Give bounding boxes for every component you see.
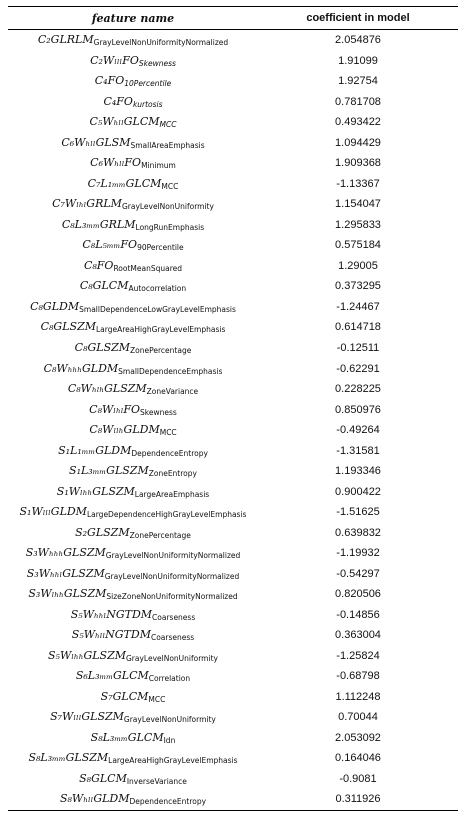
feature-base-name: C₇L₁ₘₘGLCM <box>87 176 162 190</box>
feature-base-name: S₃WₕₕₗGLSZM <box>26 566 105 580</box>
feature-subscript: ZonePercentage <box>129 530 191 540</box>
table-row <box>8 235 458 256</box>
feature-subscript: GrayLevelNonUniformityNormalized <box>105 551 241 561</box>
feature-base-name: C₈GLDM <box>30 299 80 313</box>
feature-name-cell <box>8 792 258 806</box>
feature-base-name: S₁WₗₕₕGLSZM <box>56 484 135 498</box>
coefficient-cell: -1.51625 <box>336 506 380 519</box>
table-row <box>8 748 458 769</box>
feature-name-cell <box>8 362 258 376</box>
feature-name-cell <box>8 238 258 252</box>
feature-name-cell <box>8 95 258 109</box>
table-row <box>8 153 458 174</box>
table-row <box>8 728 458 749</box>
coefficient-cell: -1.13367 <box>336 177 380 190</box>
feature-subscript: LargeDependenceHighGrayLevelEmphasis <box>86 510 247 520</box>
feature-subscript: InverseVariance <box>126 776 187 786</box>
feature-base-name: C₆WₕₗₗFO <box>90 156 142 170</box>
coefficient-cell: 0.493422 <box>335 116 381 129</box>
coefficient-cell: 0.614718 <box>335 321 381 334</box>
coefficient-cell: 0.164046 <box>335 752 381 765</box>
feature-name-cell <box>8 444 258 458</box>
feature-base-name: C₈WₕₗₕGLSZM <box>67 382 147 396</box>
feature-base-name: C₈GLSZM <box>74 340 131 354</box>
table-row <box>8 276 458 297</box>
feature-subscript: LargeAreaEmphasis <box>134 489 210 499</box>
feature-subscript: Correlation <box>148 674 191 684</box>
coefficient-cell: 0.781708 <box>335 95 381 108</box>
table-row <box>8 440 458 461</box>
feature-subscript: GrayLevelNonUniformity <box>123 715 216 725</box>
feature-name-cell <box>8 772 258 786</box>
feature-base-name: S₈L₃ₘₘGLCM <box>90 730 164 744</box>
coefficient-cell: -0.62291 <box>336 362 380 375</box>
feature-name-cell <box>8 320 258 334</box>
feature-base-name: C₄FO <box>103 94 133 108</box>
coefficient-cell: -0.12511 <box>336 341 380 354</box>
table-header <box>8 6 458 30</box>
feature-subscript: ZoneVariance <box>146 387 199 397</box>
feature-subscript: Skewness <box>140 407 177 417</box>
feature-subscript: Idn <box>163 735 176 745</box>
feature-name-cell <box>8 628 258 642</box>
coefficient-cell: -0.14856 <box>336 608 380 621</box>
coefficient-cell: 2.054876 <box>335 34 381 47</box>
coefficient-cell: 0.575184 <box>335 239 381 252</box>
table-row <box>8 707 458 728</box>
feature-name-cell <box>8 608 258 622</box>
feature-base-name: S₁WₗₗₗGLDM <box>19 505 87 519</box>
feature-subscript: GrayLevelNonUniformity <box>121 202 214 212</box>
feature-subscript: LongRunEmphasis <box>135 222 205 232</box>
feature-name-cell <box>8 54 258 68</box>
coefficient-cell: 0.639832 <box>335 526 381 539</box>
feature-subscript: GrayLevelNonUniformityNormalized <box>104 571 240 581</box>
feature-subscript: Minimum <box>141 161 176 171</box>
feature-base-name: C₇WₗₕₗGRLM <box>52 197 122 211</box>
feature-subscript: LargeAreaHighGrayLevelEmphasis <box>95 325 226 335</box>
feature-base-name: C₅WₕₗₗGLCM <box>89 115 160 129</box>
feature-base-name: S₅WₕₕₗNGTDM <box>70 607 153 621</box>
feature-subscript: kurtosis <box>132 99 163 109</box>
table-row <box>8 645 458 666</box>
feature-base-name: S₅WₗₕₕGLSZM <box>48 648 126 662</box>
table-row <box>8 358 458 379</box>
table-row <box>8 174 458 195</box>
coefficient-cell: 1.91099 <box>338 54 378 67</box>
feature-subscript: GrayLevelNonUniformityNormalized <box>93 38 229 48</box>
feature-name-cell <box>8 382 258 396</box>
table-row <box>8 789 458 810</box>
coefficient-cell: 0.363004 <box>335 629 381 642</box>
feature-subscript: MCC <box>159 428 177 438</box>
coefficient-cell: -1.19932 <box>336 547 380 560</box>
feature-name-cell <box>8 33 258 47</box>
coefficient-cell: 0.820506 <box>335 588 381 601</box>
feature-subscript: SizeZoneNonUniformityNormalized <box>106 592 238 602</box>
coefficient-cell: 1.154047 <box>335 198 381 211</box>
coefficient-cell: 1.193346 <box>335 465 381 478</box>
table-row <box>8 543 458 564</box>
feature-name-cell <box>8 136 258 150</box>
table-row <box>8 666 458 687</box>
table-row <box>8 338 458 359</box>
table-row <box>8 317 458 338</box>
feature-name-header: feature name <box>91 11 175 25</box>
feature-subscript: Skewness <box>138 58 176 68</box>
table-row <box>8 461 458 482</box>
feature-subscript: 10Percentile <box>124 79 172 89</box>
coefficient-cell: 0.850976 <box>335 403 381 416</box>
feature-subscript: ZonePercentage <box>130 345 192 355</box>
feature-base-name: S₅WₕₗₗNGTDM <box>71 628 151 642</box>
feature-subscript: GrayLevelNonUniformity <box>126 653 218 663</box>
feature-base-name: S₈WₕₗₗGLDM <box>59 792 130 806</box>
feature-coefficient-table <box>8 6 458 811</box>
feature-base-name: S₆L₃ₘₘGLCM <box>75 669 149 683</box>
feature-base-name: C₆WₕₗₗGLSM <box>61 135 131 149</box>
feature-base-name: C₈WₕₕₕGLDM <box>43 361 119 375</box>
feature-base-name: C₂WₗₗₗFO <box>90 53 139 67</box>
feature-name-cell <box>8 74 258 88</box>
table-row <box>8 194 458 215</box>
coefficient-cell: -0.54297 <box>336 567 380 580</box>
feature-subscript: SmallDependenceEmphasis <box>118 366 223 376</box>
feature-name-cell <box>8 587 258 601</box>
feature-subscript: Autocorrelation <box>128 284 187 294</box>
table-row <box>8 625 458 646</box>
feature-name-cell <box>8 485 258 499</box>
table-row <box>8 30 458 51</box>
feature-base-name: S₇GLCM <box>100 689 149 703</box>
table-body <box>8 30 458 811</box>
table-row <box>8 502 458 523</box>
feature-name-cell <box>8 690 258 704</box>
feature-name-cell <box>8 464 258 478</box>
table-row <box>8 687 458 708</box>
feature-base-name: C₈WₗₗₕGLDM <box>89 423 160 437</box>
table-row <box>8 256 458 277</box>
table-row <box>8 92 458 113</box>
coefficient-cell: -1.25824 <box>336 649 380 662</box>
coefficient-cell: 2.053092 <box>335 731 381 744</box>
feature-base-name: C₈GLSZM <box>40 320 96 334</box>
coefficient-cell: 0.70044 <box>338 711 378 724</box>
feature-name-cell <box>8 259 258 273</box>
coefficient-cell: 0.311926 <box>335 793 381 806</box>
table-row <box>8 522 458 543</box>
feature-name-cell <box>8 526 258 540</box>
table-row <box>8 71 458 92</box>
coefficient-cell: 0.373295 <box>335 280 381 293</box>
feature-name-cell <box>8 177 258 191</box>
feature-subscript: LargeAreaHighGrayLevelEmphasis <box>108 756 238 766</box>
feature-name-cell <box>8 649 258 663</box>
feature-subscript: Coarseness <box>152 612 196 622</box>
feature-base-name: S₁L₁ₘₘGLDM <box>58 443 132 457</box>
feature-subscript: SmallAreaEmphasis <box>130 140 205 150</box>
feature-subscript: ZoneEntropy <box>148 469 197 479</box>
table-row <box>8 379 458 400</box>
feature-base-name: S₈GLCM <box>79 771 127 785</box>
feature-name-cell <box>8 546 258 560</box>
feature-base-name: C₂GLRLM <box>37 33 94 47</box>
table-row <box>8 420 458 441</box>
feature-name-cell <box>8 197 258 211</box>
feature-base-name: C₄FO <box>94 74 125 88</box>
feature-name-cell <box>8 279 258 293</box>
feature-base-name: S₂GLSZM <box>75 525 130 539</box>
feature-subscript: MCC <box>159 120 177 130</box>
feature-subscript: DependenceEntropy <box>131 448 208 458</box>
feature-name-cell <box>8 156 258 170</box>
table-row <box>8 604 458 625</box>
coefficient-cell: 1.909368 <box>335 157 381 170</box>
coefficient-cell: 1.29005 <box>338 259 378 272</box>
feature-subscript: MCC <box>148 694 166 704</box>
feature-name-cell <box>8 218 258 232</box>
feature-base-name: S₃WₗₕₕGLSZM <box>28 587 107 601</box>
feature-base-name: C₈L₃ₘₘGRLM <box>61 217 136 231</box>
coefficient-cell: 0.228225 <box>335 383 381 396</box>
coefficient-cell: 0.900422 <box>335 485 381 498</box>
feature-name-cell <box>8 731 258 745</box>
table-row <box>8 399 458 420</box>
feature-name-cell <box>8 403 258 417</box>
table-row <box>8 133 458 154</box>
coefficient-cell: -0.49264 <box>336 424 380 437</box>
coefficient-cell: 1.92754 <box>338 75 378 88</box>
feature-base-name: C₈WₗₕₗFO <box>89 402 141 416</box>
coefficient-cell: 1.295833 <box>335 218 381 231</box>
feature-name-cell <box>8 669 258 683</box>
feature-base-name: C₈L₅ₘₘFO <box>82 238 138 252</box>
table-row <box>8 584 458 605</box>
feature-base-name: S₇WₗₗₗGLSZM <box>50 710 124 724</box>
feature-base-name: S₁L₃ₘₘGLSZM <box>69 464 149 478</box>
coefficient-cell: 1.094429 <box>335 136 381 149</box>
table-row <box>8 215 458 236</box>
feature-name-cell <box>8 115 258 129</box>
coefficient-cell: -1.24467 <box>336 300 380 313</box>
feature-base-name: C₈GLCM <box>79 279 129 293</box>
feature-base-name: S₃WₕₕₕGLSZM <box>25 546 106 560</box>
table-row <box>8 769 458 790</box>
table-row <box>8 563 458 584</box>
feature-name-cell <box>8 751 258 765</box>
table-row <box>8 51 458 72</box>
feature-name-cell <box>8 710 258 724</box>
feature-name-cell <box>8 300 258 314</box>
feature-base-name: C₈FO <box>83 258 114 272</box>
feature-subscript: DependenceEntropy <box>129 797 207 807</box>
feature-name-cell <box>8 341 258 355</box>
coefficient-header: coefficient in model <box>306 12 410 24</box>
coefficient-cell: -0.9081 <box>339 772 377 785</box>
feature-subscript: SmallDependenceLowGrayLevelEmphasis <box>79 304 236 314</box>
coefficient-cell: -0.68798 <box>336 670 380 683</box>
feature-subscript: MCC <box>161 181 179 191</box>
table-row <box>8 481 458 502</box>
feature-subscript: Coarseness <box>150 633 195 643</box>
feature-name-cell <box>8 423 258 437</box>
feature-name-cell <box>8 567 258 581</box>
feature-base-name: S₈L₃ₘₘGLSZM <box>28 751 109 765</box>
coefficient-cell: -1.31581 <box>336 444 380 457</box>
feature-subscript: 90Percentile <box>137 243 184 253</box>
feature-subscript: RootMeanSquared <box>113 263 183 273</box>
table-row <box>8 297 458 318</box>
table-row <box>8 112 458 133</box>
feature-name-cell <box>8 505 258 519</box>
coefficient-cell: 1.112248 <box>335 690 381 703</box>
